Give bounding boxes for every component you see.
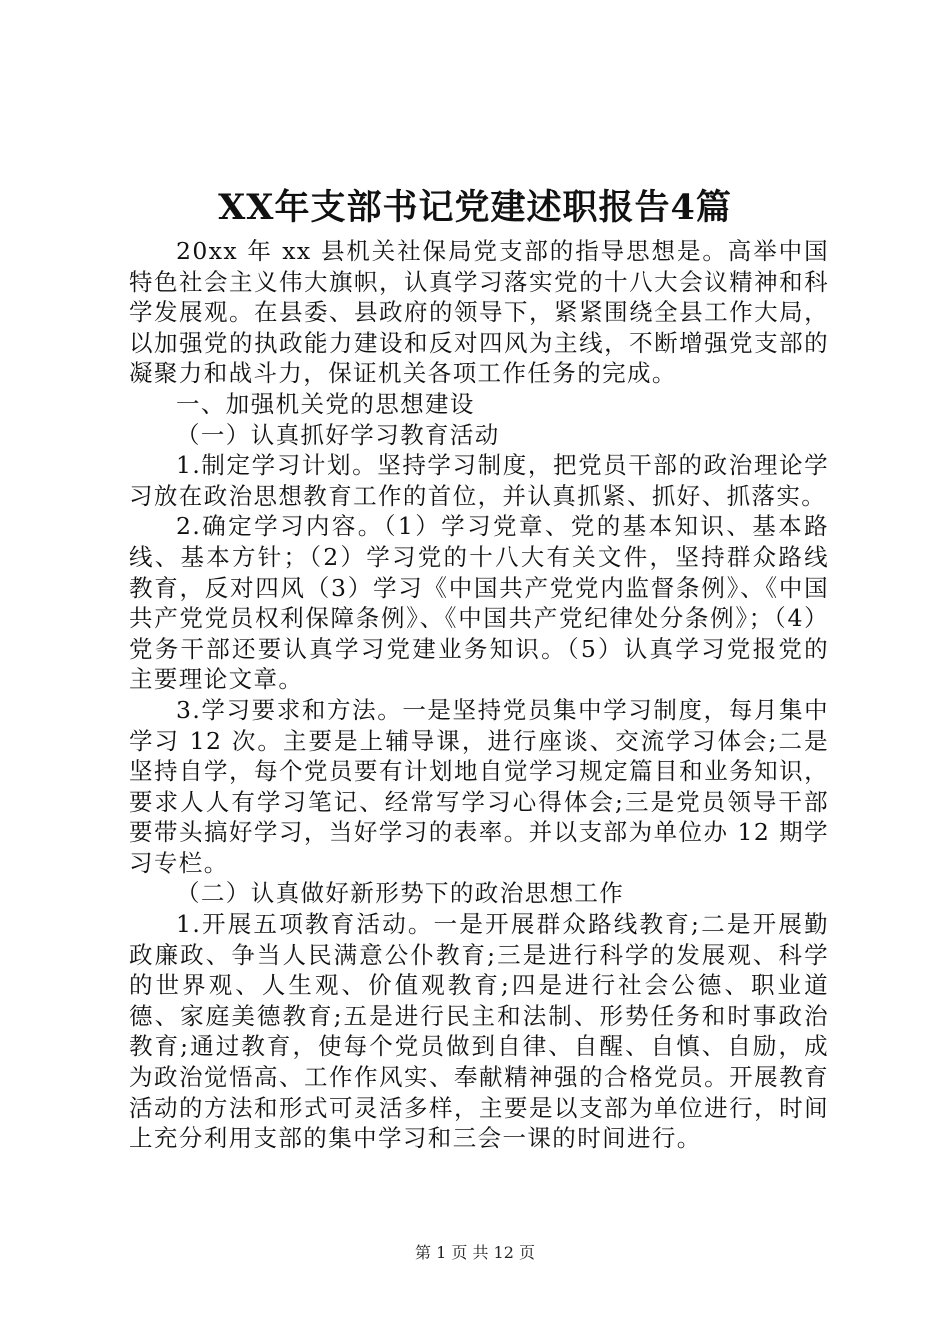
document-body <box>129 236 829 1154</box>
paragraph-study-plan: 1.制定学习计划。坚持学习制度，把党员干部的政治理论学习放在政治思想教育工作的首位，并认真抓紧、抓好、抓落实。 <box>129 451 829 510</box>
paragraph-intro: 20xx 年 xx 县机关社保局党支部的指导思想是。高举中国特色社会主义伟大旗帜，认真学习落实党的十八大会议精神和科学发展观。在县委、县政府的领导下，紧紧围绕全县工作大局，以加强党的执政能力建设和反对四风为主线，不断增强党支部的凝聚力和战斗力，保证机关各项工作任务的完成。 <box>129 237 829 388</box>
document-title: XX年支部书记党建述职报告4篇 <box>218 187 732 228</box>
page-number-footer: 第 1 页 共 12 页 <box>415 1243 535 1262</box>
paragraph-study-content: 2.确定学习内容。（1）学习党章、党的基本知识、基本路线、基本方针；（2）学习党的十八大有关文件，坚持群众路线教育，反对四风（3）学习《中国共产党党内监督条例》、《中国共产党党员权利保障条例》、《中国共产党纪律处分条例》；（4）党务干部还要认真学习党建业务知识。（5）认真学习党报党的主要理论文章。 <box>129 512 829 694</box>
paragraph-study-method: 3.学习要求和方法。一是坚持党员集中学习制度，每月集中学习 12 次。主要是上辅导课，进行座谈、交流学习体会;二是坚持自学，每个党员要有计划地自觉学习规定篇目和业务知识，要求人人有学习笔记、经常写学习心得体会;三是党员领导干部要带头搞好学习，当好学习的表率。并以支部为单位办 12 期学习专栏。 <box>129 695 829 877</box>
heading-section-1: 一、加强机关党的思想建设 <box>176 389 475 418</box>
heading-subsection-2: （二）认真做好新形势下的政治思想工作 <box>176 879 625 908</box>
heading-subsection-1: （一）认真抓好学习教育活动 <box>176 420 500 449</box>
paragraph-education-activities: 1.开展五项教育活动。一是开展群众路线教育;二是开展勤政廉政、争当人民满意公仆教育;三是进行科学的发展观、科学的世界观、人生观、价值观教育;四是进行社会公德、职业道德、家庭美德教育;五是进行民主和法制、形势任务和时事政治教育;通过教育，使每个党员做到自律、自醒、自慎、自励，成为政治觉悟高、工作作风实、奉献精神强的合格党员。开展教育活动的方法和形式可灵活多样，主要是以支部为单位进行，时间上充分利用支部的集中学习和三会一课的时间进行。 <box>129 910 829 1153</box>
